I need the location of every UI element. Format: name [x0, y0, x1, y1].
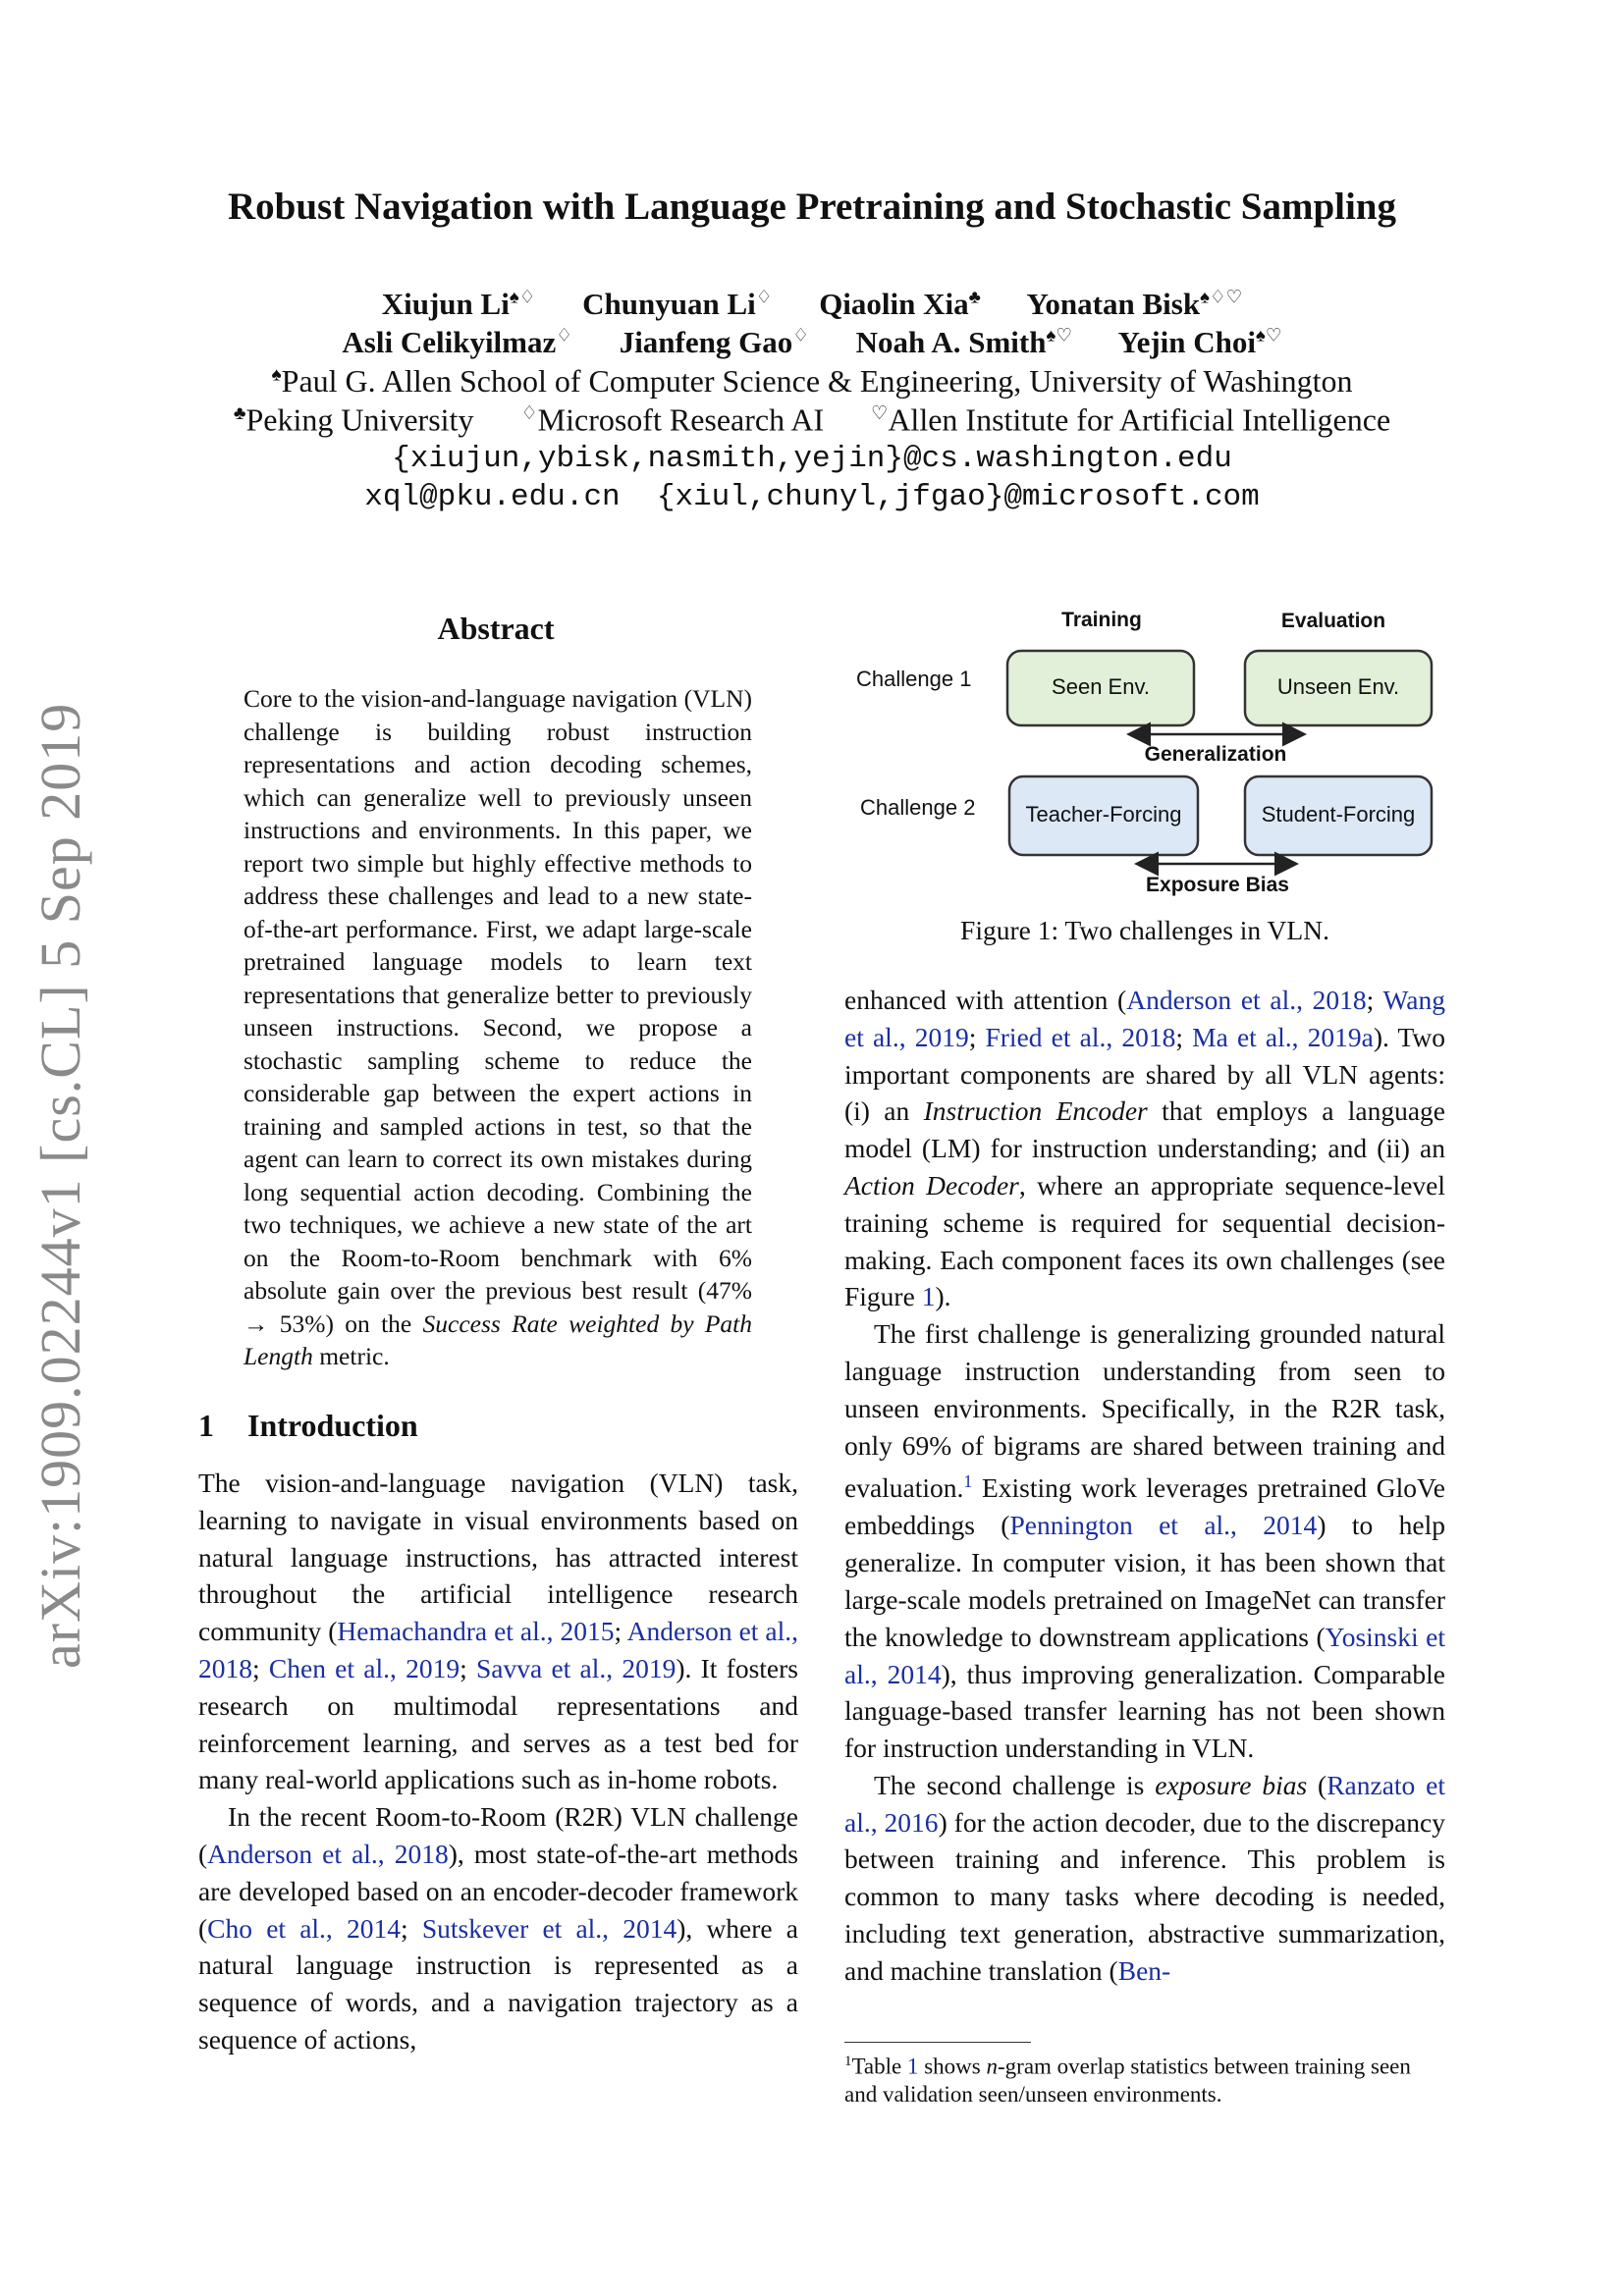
text: In the recent Room-to-Room (R2R) VLN challenge ( [198, 1801, 798, 1869]
section-number: 1 [198, 1408, 214, 1443]
email-line-2: xql@pku.edu.cn {xiul,chunyl,jfgao}@microsoft.com [364, 480, 1260, 514]
affiliation-mark: ♢ [556, 325, 572, 347]
text: , where an appropriate sequence-level training scheme is required for sequential decision-making. Each component faces its own challenges (see Figure [844, 1169, 1445, 1312]
affiliation-mark: ♠♡ [1046, 325, 1073, 347]
generalization-label: Generalization [1144, 743, 1287, 766]
affiliation-mark: ♣ [968, 287, 981, 308]
table-ref-link[interactable]: 1 [906, 2054, 919, 2079]
term-instruction-encoder: Instruction Encoder [923, 1095, 1148, 1127]
citation-link[interactable]: Yosinski et al., 2014 [844, 1621, 1445, 1689]
text: Table [851, 2054, 907, 2079]
text: The first challenge is generalizing grounded natural language instruction understanding from seen to unseen environments. Specifically, in the R2R task, only 69% of bigrams are shared between training and evaluation. [844, 1318, 1445, 1504]
text: ( [1307, 1769, 1327, 1800]
text: ; [968, 1021, 986, 1052]
authors-line-2 [0, 325, 1624, 360]
term-action-decoder: Action Decoder [844, 1169, 1019, 1201]
arxiv-identifier: arXiv:1909.02244v1 [cs.CL] 5 Sep 2019 [28, 702, 92, 1669]
figure-caption: Figure 1: Two challenges in VLN. [960, 915, 1329, 945]
affiliation-mark: ♠♡ [1256, 325, 1282, 347]
affiliation-mark: ♠♢♡ [1200, 287, 1243, 308]
text: ; [1366, 985, 1383, 1015]
authors-line-1 [0, 287, 1624, 322]
text: The vision-and-language navigation (VLN) task, learning to navigate in visual environments based on natural language instructions, has attracted interest throughout the artificial intelligence research community ( [198, 1468, 798, 1647]
text: that employs a language model (LM) for instruction understanding; and (ii) an [844, 1095, 1445, 1164]
footnote-1 [844, 2048, 1445, 2109]
footnote-ref-link[interactable]: 1 [963, 1471, 973, 1492]
section-heading-introduction [198, 1408, 418, 1444]
footnote-mark: 1 [844, 2054, 852, 2069]
text: ; [400, 1912, 422, 1944]
affiliation-mark: ♠♢ [509, 287, 536, 308]
abstract-text-end: metric. [312, 1342, 390, 1370]
text: ), thus improving generalization. Comparable language-based transfer learning has not been shown for instruction understanding in VLN. [844, 1658, 1445, 1764]
affiliation-mark: ♢ [755, 287, 773, 308]
affiliation-msr: Microsoft Research AI [537, 401, 825, 438]
citation-link[interactable]: Hemachandra et al., 2015 [337, 1616, 615, 1647]
text: enhanced with attention ( [844, 985, 1127, 1015]
affiliation-text: Paul G. Allen School of Computer Science & Engineering, University of Washington [281, 363, 1353, 399]
text: -gram overlap statistics between training seen and validation seen/unseen environments. [844, 2054, 1411, 2107]
paragraph [844, 982, 1445, 1315]
exposure-bias-label: Exposure Bias [1146, 874, 1289, 896]
figure-ref-link[interactable]: 1 [921, 1281, 936, 1312]
text: ; [252, 1652, 269, 1683]
math-n: n [986, 2054, 998, 2079]
left-column-body [198, 1465, 798, 2058]
author-name: Chunyuan Li [582, 287, 756, 321]
email-line-1: {xiujun,ybisk,nasmith,yejin}@cs.washington.edu [392, 442, 1232, 476]
citation-link[interactable]: Wang et al., 2019 [844, 985, 1445, 1052]
text: ) for the action decoder, due to the discrepancy between training and inference. This problem is common to many tasks where decoding is needed, including text generation, abstractive summarization, and machine translation ( [844, 1806, 1445, 1986]
text: ). Two important components are shared by all VLN agents: (i) an [844, 1021, 1446, 1127]
column-label-evaluation: Evaluation [1280, 610, 1386, 632]
figure-1-diagram [844, 604, 1445, 908]
footnote-rule [844, 2042, 1031, 2043]
citation-link[interactable]: Chen et al., 2019 [268, 1652, 460, 1683]
text: ; [460, 1652, 476, 1683]
text: ), most state-of-the-art methods are developed based on an encoder-decoder framework ( [198, 1838, 798, 1944]
author-name: Asli Celikyilmaz [342, 325, 557, 359]
abstract-body [244, 682, 752, 1373]
affiliation-mark: ♣ [233, 403, 246, 424]
section-title: Introduction [247, 1408, 418, 1443]
student-forcing-label: Student-Forcing [1261, 802, 1416, 827]
text: ). It fosters research on multimodal representations and reinforcement learning, and serves as a test bed for many real-world applications such as in-home robots. [198, 1652, 799, 1795]
citation-link[interactable]: Anderson et al., 2018 [1126, 985, 1367, 1015]
text: shows [918, 2054, 987, 2079]
abstract-metric-name: Success Rate weighted by Path Length [244, 1308, 752, 1370]
citation-link[interactable]: Savva et al., 2019 [476, 1652, 677, 1683]
citation-link[interactable]: Ranzato et al., 2016 [844, 1769, 1445, 1838]
text: Existing work leverages pretrained GloVe embeddings ( [844, 1472, 1445, 1541]
unseen-env-label: Unseen Env. [1276, 674, 1400, 699]
abstract-heading: Abstract [437, 611, 555, 646]
affiliation-uw [0, 363, 1624, 400]
affiliation-mark: ♢ [520, 403, 538, 424]
citation-link[interactable]: Ma et al., 2019a [1192, 1021, 1374, 1052]
author-name: Xiujun Li [381, 287, 510, 321]
author-name: Jianfeng Gao [619, 325, 793, 359]
paragraph [844, 1767, 1445, 1990]
citation-link[interactable]: Sutskever et al., 2014 [421, 1912, 677, 1944]
citation-link[interactable]: Anderson et al., 2018 [198, 1616, 799, 1683]
affiliation-mark: ♡ [871, 403, 889, 424]
citation-link[interactable]: Cho et al., 2014 [207, 1912, 401, 1944]
paragraph [198, 1798, 798, 2058]
affiliation-mark: ♠ [271, 364, 282, 386]
teacher-forcing-label: Teacher-Forcing [1025, 802, 1182, 827]
row-label-challenge-2: Challenge 2 [860, 795, 976, 820]
text: ; [614, 1616, 627, 1647]
author-name: Yonatan Bisk [1026, 287, 1201, 321]
paper-title: Robust Navigation with Language Pretraining and Stochastic Sampling [227, 186, 1397, 228]
text: The second challenge is [874, 1769, 1156, 1800]
text: ), where a natural language instruction is represented as a sequence of words, and a navigation trajectory as a sequence of actions, [198, 1912, 798, 2055]
citation-link[interactable]: Fried et al., 2018 [985, 1021, 1176, 1052]
affiliation-mark: ♢ [792, 325, 809, 347]
citation-link[interactable]: Ben- [1117, 1954, 1171, 1986]
text: ; [1175, 1021, 1193, 1052]
row-label-challenge-1: Challenge 1 [856, 667, 972, 691]
author-name: Noah A. Smith [855, 325, 1047, 359]
seen-env-label: Seen Env. [1052, 674, 1150, 699]
affiliation-line-2 [0, 401, 1624, 439]
affiliation-pku: Peking University [245, 401, 474, 438]
column-label-training: Training [1061, 609, 1142, 631]
affiliation-ai2: Allen Institute for Artificial Intelligence [888, 401, 1391, 438]
text: ). [935, 1281, 951, 1312]
text: ) to help generalize. In computer vision, it has been shown that large-scale models pretrained on ImageNet can transfer the knowledge to downstream applications ( [844, 1510, 1445, 1652]
paragraph [844, 1315, 1445, 1767]
abstract-text: Core to the vision-and-language navigation (VLN) challenge is building robust instruction representations and action decoding schemes, which can generalize well to previously unseen instructions and environments. In this paper, we report two simple but highly effective methods to address these challenges and lead to a new state-of-the-art performance. First, we adapt large-scale pretrained language models to learn text representations that generalize better to previously unseen instructions. Second, we propose a stochastic sampling scheme to reduce the considerable gap between the expert actions in training and sampled actions in test, so that the agent can learn to correct its own mistakes during long sequential action decoding. Combining the two techniques, we achieve a new state of the art on the Room-to-Room benchmark with 6% absolute gain over the previous best result (47% → 53%) on the [244, 684, 752, 1338]
citation-link[interactable]: Pennington et al., 2014 [1009, 1510, 1318, 1541]
right-column-body [844, 982, 1445, 1990]
citation-link[interactable]: Anderson et al., 2018 [207, 1838, 449, 1869]
term-exposure-bias: exposure bias [1155, 1769, 1308, 1800]
author-name: Yejin Choi [1117, 325, 1257, 359]
author-name: Qiaolin Xia [819, 287, 969, 321]
paragraph [198, 1465, 798, 1798]
